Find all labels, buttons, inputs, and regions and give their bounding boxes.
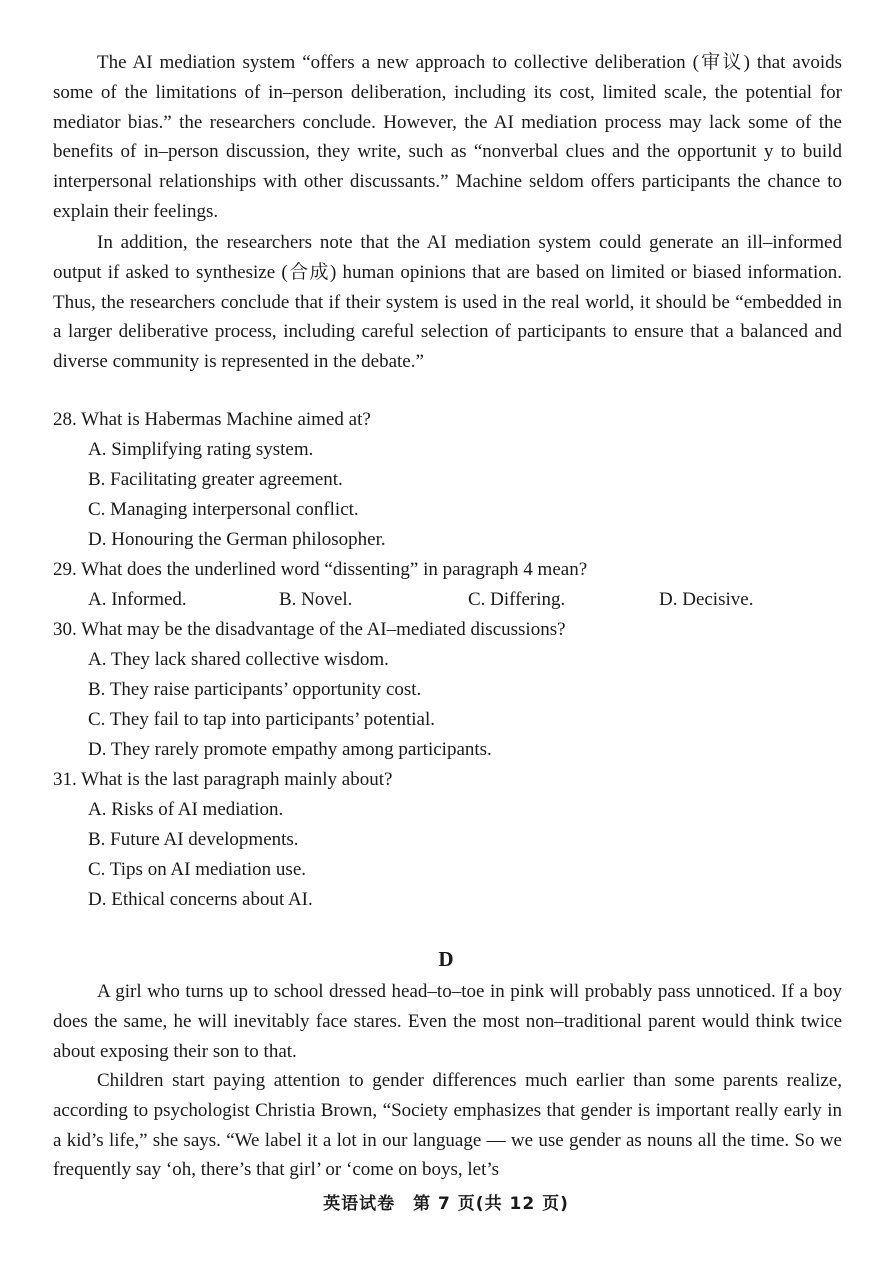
passage-c-paragraph-2: In addition, the researchers note that the AI mediation system could generate an ill–informed output if asked to synthesize (合成) human opinions that are based on limited or biased information. Thus, the researchers conclude that if their system is used in the real world, it should be “embedded in a larger deliberative process, including careful selection of participants to ensure that a balanced and diverse community is represented in the debate.” [53,232,842,373]
question-30-stem: 30. What may be the disadvantage of the AI–mediated discussions? [53,619,566,640]
question-28-stem: 28. What is Habermas Machine aimed at? [53,409,371,430]
question-28-option-d: D. Honouring the German philosopher. [88,529,386,550]
question-28-option-b: B. Facilitating greater agreement. [88,469,343,490]
question-30-option-a: A. They lack shared collective wisdom. [88,649,389,670]
question-30-option-d: D. They rarely promote empathy among participants. [88,739,492,760]
question-29-options [53,585,842,615]
question-31-stem: 31. What is the last paragraph mainly about? [53,769,393,790]
question-31-option-b: B. Future AI developments. [88,829,299,850]
question-29-stem: 29. What does the underlined word “dissenting” in paragraph 4 mean? [53,559,588,580]
question-29-option-c: C. Differing. [468,589,566,610]
question-28-option-a: A. Simplifying rating system. [88,439,314,460]
question-list [53,405,842,915]
question-29-option-d: D. Decisive. [659,589,754,610]
section-d-heading: D [438,947,454,971]
passage-d-paragraph-1: A girl who turns up to school dressed head–to–toe in pink will probably pass unnoticed. If a boy does the same, he will inevitably face stares. Even the most non–traditional parent would think twice about exposing their son to that. [53,981,842,1062]
question-29-option-b: B. Novel. [279,589,353,610]
question-31-option-d: D. Ethical concerns about AI. [88,889,313,910]
page-footer: 英语试卷 第 7 页(共 12 页) [323,1194,569,1214]
question-31-option-c: C. Tips on AI mediation use. [88,859,306,880]
question-29-option-a: A. Informed. [88,589,187,610]
question-30-option-c: C. They fail to tap into participants’ potential. [88,709,436,730]
question-30-option-b: B. They raise participants’ opportunity cost. [88,679,422,700]
question-28-option-c: C. Managing interpersonal conflict. [88,499,359,520]
passage-d-paragraph-2: Children start paying attention to gender differences much earlier than some parents realize, according to psychologist Christia Brown, “Society emphasizes that gender is important really early in a kid’s life,” she says. “We label it a lot in our language — we use gender as nouns all the time. So we frequently say ‘oh, there’s that girl’ or ‘come on boys, let’s [53,1070,842,1181]
question-31-option-a: A. Risks of AI mediation. [88,799,284,820]
passage-c-paragraph-1: The AI mediation system “offers a new approach to collective deliberation (审议) that avoids some of the limitations of in–person deliberation, including its cost, limited scale, the potential for mediator bias.” the researchers conclude. However, the AI mediation process may lack some of the benefits of in–person discussion, they write, such as “nonverbal clues and the opportunit y to build interpersonal relationships with other discussants.” Machine seldom offers participants the chance to explain their feelings. [53,52,842,222]
